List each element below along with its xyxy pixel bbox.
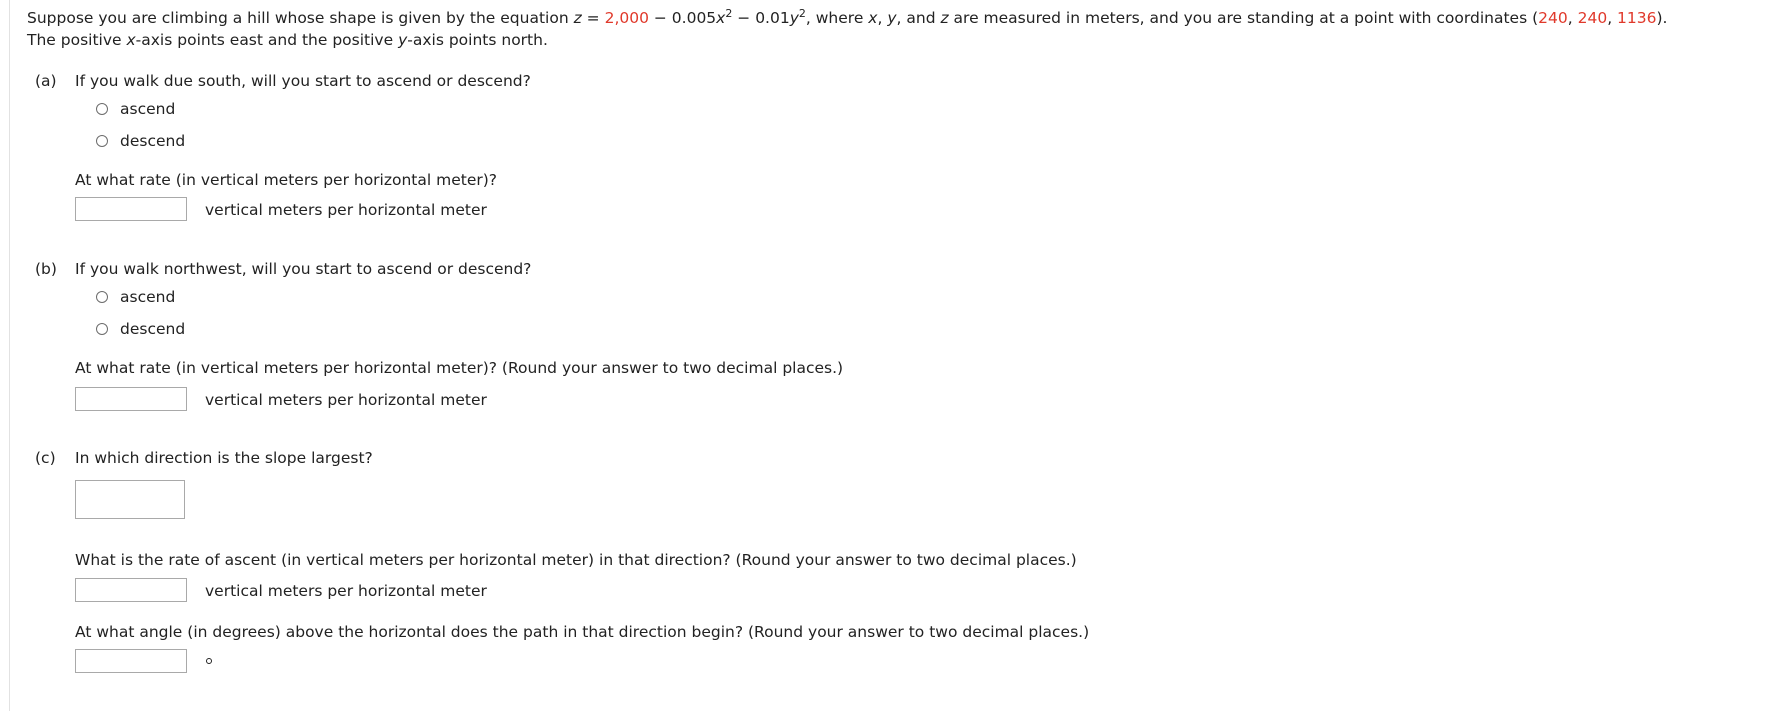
part-b-descend-radio[interactable] bbox=[96, 323, 108, 335]
part-c-rate-input[interactable] bbox=[75, 578, 187, 602]
part-b-rate-prompt: At what rate (in vertical meters per horizontal meter)? (Round your answer to two decimal places.) bbox=[75, 359, 844, 377]
problem-statement-line2: The positive x-axis points east and the positive y-axis points north. bbox=[27, 31, 548, 49]
part-c-angle-prompt: At what angle (in degrees) above the horizontal does the path in that direction begin? (Round your answer to two decimal places.) bbox=[75, 623, 1090, 641]
part-c-label: (c) bbox=[35, 449, 56, 467]
part-b-ascend-radio[interactable] bbox=[96, 291, 108, 303]
part-a-label: (a) bbox=[35, 72, 57, 90]
part-a-rate-input[interactable] bbox=[75, 197, 187, 221]
part-b-rate-input[interactable] bbox=[75, 387, 187, 411]
part-b-ascend-label[interactable]: ascend bbox=[120, 288, 176, 306]
part-a-rate-prompt: At what rate (in vertical meters per horizontal meter)? bbox=[75, 171, 498, 189]
part-a-descend-radio[interactable] bbox=[96, 135, 108, 147]
part-a-descend-label[interactable]: descend bbox=[120, 132, 186, 150]
part-b-question: If you walk northwest, will you start to ascend or descend? bbox=[75, 260, 532, 278]
part-b-rate-unit: vertical meters per horizontal meter bbox=[205, 391, 487, 409]
part-b-descend-label[interactable]: descend bbox=[120, 320, 186, 338]
part-c-question: In which direction is the slope largest? bbox=[75, 449, 373, 467]
part-c-direction-input[interactable] bbox=[75, 480, 185, 519]
part-a-ascend-radio[interactable] bbox=[96, 103, 108, 115]
part-c-rate-unit: vertical meters per horizontal meter bbox=[205, 582, 487, 600]
part-a-rate-unit: vertical meters per horizontal meter bbox=[205, 201, 487, 219]
left-border bbox=[9, 0, 10, 711]
degree-symbol-icon bbox=[206, 658, 212, 664]
part-a-ascend-label[interactable]: ascend bbox=[120, 100, 176, 118]
part-a-question: If you walk due south, will you start to ascend or descend? bbox=[75, 72, 531, 90]
part-c-angle-input[interactable] bbox=[75, 649, 187, 673]
problem-statement-line1: Suppose you are climbing a hill whose shape is given by the equation $z = 2,000 - 0.005x^2 - 0.01y^2$, where x, y, and z are measured in meters, and you are standing at a point with coordinates (240, 240, 1136). bbox=[27, 7, 1668, 27]
part-c-rate-prompt: What is the rate of ascent (in vertical meters per horizontal meter) in that direction? (Round your answer to two decimal places.) bbox=[75, 551, 1077, 569]
part-b-label: (b) bbox=[35, 260, 57, 278]
